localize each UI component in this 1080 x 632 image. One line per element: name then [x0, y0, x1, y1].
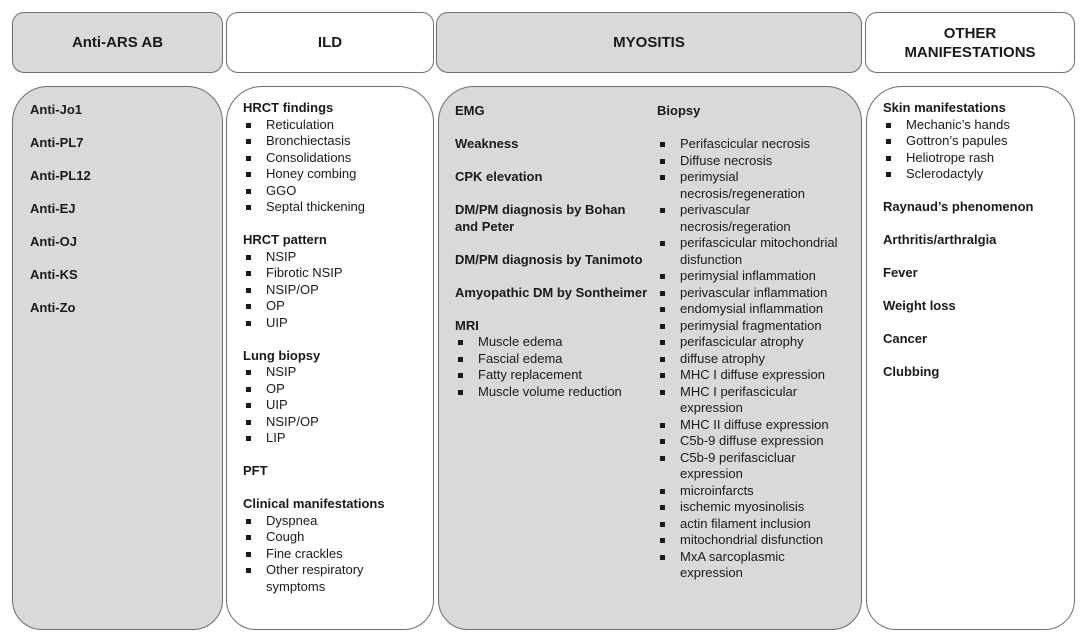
header-myositis — [436, 12, 862, 73]
raynaud-label: Raynaud’s phenomenon — [883, 199, 1034, 214]
list-item: NSIP — [243, 364, 428, 381]
list-item: MHC I diffuse expression — [657, 367, 857, 384]
header-ild-label: ILD — [317, 34, 343, 51]
header-ild — [226, 12, 434, 73]
antibody-item: Anti-Zo — [30, 300, 76, 315]
arthritis-label: Arthritis/arthralgia — [883, 232, 997, 247]
antibody-item: Anti-OJ — [30, 234, 77, 249]
list-item: endomysial inflammation — [657, 301, 857, 318]
mri-list — [455, 334, 645, 400]
list-item: Fine crackles — [243, 546, 428, 563]
antibody-item: Anti-PL12 — [30, 168, 91, 183]
list-item: Diffuse necrosis — [657, 153, 857, 170]
list-item: perifascicular atrophy — [657, 334, 857, 351]
list-item: Fatty replacement — [455, 367, 645, 384]
list-item: Gottron’s papules — [883, 133, 1068, 150]
list-item: MxA sarcoplasmic expression — [657, 549, 820, 582]
list-item: NSIP/OP — [243, 414, 428, 431]
list-item: Heliotrope rash — [883, 150, 1068, 167]
hrct-pattern-list — [243, 249, 428, 332]
list-item: microinfarcts — [657, 483, 857, 500]
list-item: MHC I perifascicular expression — [657, 384, 825, 417]
list-item: Muscle volume reduction — [455, 384, 645, 401]
clubbing-label: Clubbing — [883, 364, 940, 379]
list-item: C5b-9 diffuse expression — [657, 433, 857, 450]
lung-biopsy-list — [243, 364, 428, 447]
list-item: LIP — [243, 430, 428, 447]
list-item: Consolidations — [243, 150, 428, 167]
bohan-peter-label: DM/PM diagnosis by Bohan and Peter — [455, 202, 626, 234]
header-anti-ars-ab — [12, 12, 223, 73]
tanimoto-label: DM/PM diagnosis by Tanimoto — [455, 251, 643, 267]
fever-label: Fever — [883, 265, 918, 280]
list-item: Mechanic’s hands — [883, 117, 1068, 134]
skin-manifestations-title: Skin manifestations — [883, 100, 1006, 115]
sontheimer-label: Amyopathic DM by Sontheimer — [455, 284, 648, 300]
list-item: OP — [243, 298, 428, 315]
list-item: OP — [243, 381, 428, 398]
list-item: perivascular necrosis/regeration — [657, 202, 825, 235]
hrct-findings-list — [243, 117, 428, 216]
weakness-label: Weakness — [455, 136, 519, 151]
panel-anti-ars-ab — [12, 86, 223, 630]
cancer-label: Cancer — [883, 331, 928, 346]
list-item: C5b-9 perifascicluar expression — [657, 450, 825, 483]
clinical-manifestations-title: Clinical manifestations — [243, 496, 385, 511]
list-item: Perifascicular necrosis — [657, 136, 857, 153]
header-other-line2: MANIFESTATIONS — [904, 43, 1036, 61]
list-item: Reticulation — [243, 117, 428, 134]
pft-title: PFT — [243, 463, 268, 478]
list-item: Honey combing — [243, 166, 428, 183]
list-item: Bronchiectasis — [243, 133, 428, 150]
biopsy-list — [657, 136, 857, 582]
list-item: perimysial inflammation — [657, 268, 857, 285]
header-anti-ars-ab-label: Anti-ARS AB — [71, 34, 164, 51]
antibody-item: Anti-Jo1 — [30, 102, 82, 117]
list-item: Other respiratory symptoms — [243, 562, 386, 595]
hrct-pattern-title: HRCT pattern — [243, 232, 327, 247]
list-item: Dyspnea — [243, 513, 428, 530]
header-other-manifestations-label — [904, 24, 1035, 62]
header-other-manifestations — [865, 12, 1075, 73]
list-item: MHC II diffuse expression — [657, 417, 857, 434]
antibody-item: Anti-KS — [30, 267, 78, 282]
list-item: perimysial necrosis/regeneration — [657, 169, 825, 202]
list-item: diffuse atrophy — [657, 351, 857, 368]
weight-loss-label: Weight loss — [883, 298, 956, 313]
list-item: Muscle edema — [455, 334, 645, 351]
myositis-biopsy-column — [657, 103, 857, 582]
list-item: NSIP/OP — [243, 282, 428, 299]
skin-manifestations-list — [883, 117, 1068, 183]
list-item: GGO — [243, 183, 428, 200]
list-item: actin filament inclusion — [657, 516, 857, 533]
list-item: UIP — [243, 397, 428, 414]
biopsy-title: Biopsy — [657, 103, 701, 118]
emg-label: EMG — [455, 103, 485, 118]
anti-ars-list — [30, 102, 210, 333]
list-item: Fibrotic NSIP — [243, 265, 428, 282]
panel-myositis — [438, 86, 862, 630]
list-item: perivascular inflammation — [657, 285, 857, 302]
header-myositis-label: MYOSITIS — [613, 34, 685, 51]
list-item: perimysial fragmentation — [657, 318, 857, 335]
cpk-elevation-label: CPK elevation — [455, 169, 543, 184]
antibody-item: Anti-EJ — [30, 201, 76, 216]
list-item: UIP — [243, 315, 428, 332]
list-item: NSIP — [243, 249, 428, 266]
list-item: Septal thickening — [243, 199, 428, 216]
clinical-manifestations-list — [243, 513, 428, 596]
panel-ild — [226, 86, 434, 630]
ild-content — [243, 100, 428, 595]
lung-biopsy-title: Lung biopsy — [243, 347, 321, 363]
list-item: Fascial edema — [455, 351, 645, 368]
list-item: Sclerodactyly — [883, 166, 1068, 183]
list-item: Cough — [243, 529, 428, 546]
hrct-findings-title: HRCT findings — [243, 100, 334, 115]
list-item: ischemic myosinolisis — [657, 499, 857, 516]
other-content — [883, 100, 1068, 381]
mri-title: MRI — [455, 317, 479, 333]
list-item: mitochondrial disfunction — [657, 532, 857, 549]
header-other-line1: OTHER — [943, 24, 997, 42]
myositis-left-column — [455, 103, 648, 400]
panel-other-manifestations — [866, 86, 1075, 630]
antibody-item: Anti-PL7 — [30, 135, 84, 150]
list-item: perifascicular mitochondrial disfunction — [657, 235, 857, 268]
